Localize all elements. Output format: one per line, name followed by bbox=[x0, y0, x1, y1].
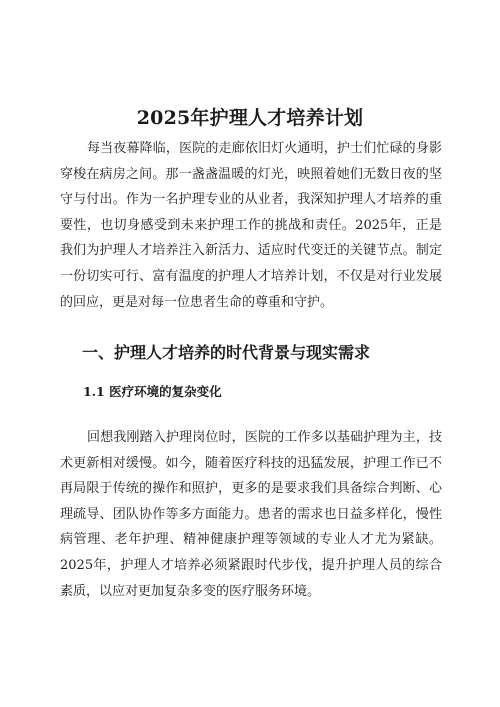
intro-paragraph: 每当夜幕降临，医院的走廊依旧灯火通明，护士们忙碌的身影穿梭在病房之间。那一盏盏温暖的灯光，映照着她们无数日夜的坚守与付出。作为一名护理专业的从业者，我深知护理人才培养的重要性，也切身感受到未来护理工作的挑战和责任。2025年，正是我们为护理人才培养注入新活力、适应时代变迁的关键节点。制定一份切实可行、富有温度的护理人才培养计划，不仅是对行业发展的回应，更是对每一位患者生命的尊重和守护。 bbox=[60, 141, 442, 310]
subsection-1-1-heading: 1.1 医疗环境的复杂变化 bbox=[83, 384, 222, 399]
subsection-1-1-paragraph: 回想我刚踏入护理岗位时，医院的工作多以基础护理为主，技术更新相对缓慢。如今，随着医疗科技的迅猛发展，护理工作已不再局限于传统的操作和照护，更多的是要求我们具备综合判断、心理疏导、团队协作等多方面能力。患者的需求也日益多样化，慢性病管理、老年护理、精神健康护理等领域的专业人才尤为紧缺。2025年，护理人才培养必须紧跟时代步伐，提升护理人员的综合素质，以应对更加复杂多变的医疗服务环境。 bbox=[60, 430, 442, 599]
section-1-heading: 一、护理人才培养的时代背景与现实需求 bbox=[82, 343, 371, 362]
page-title: 2025年护理人才培养计划 bbox=[136, 106, 364, 129]
